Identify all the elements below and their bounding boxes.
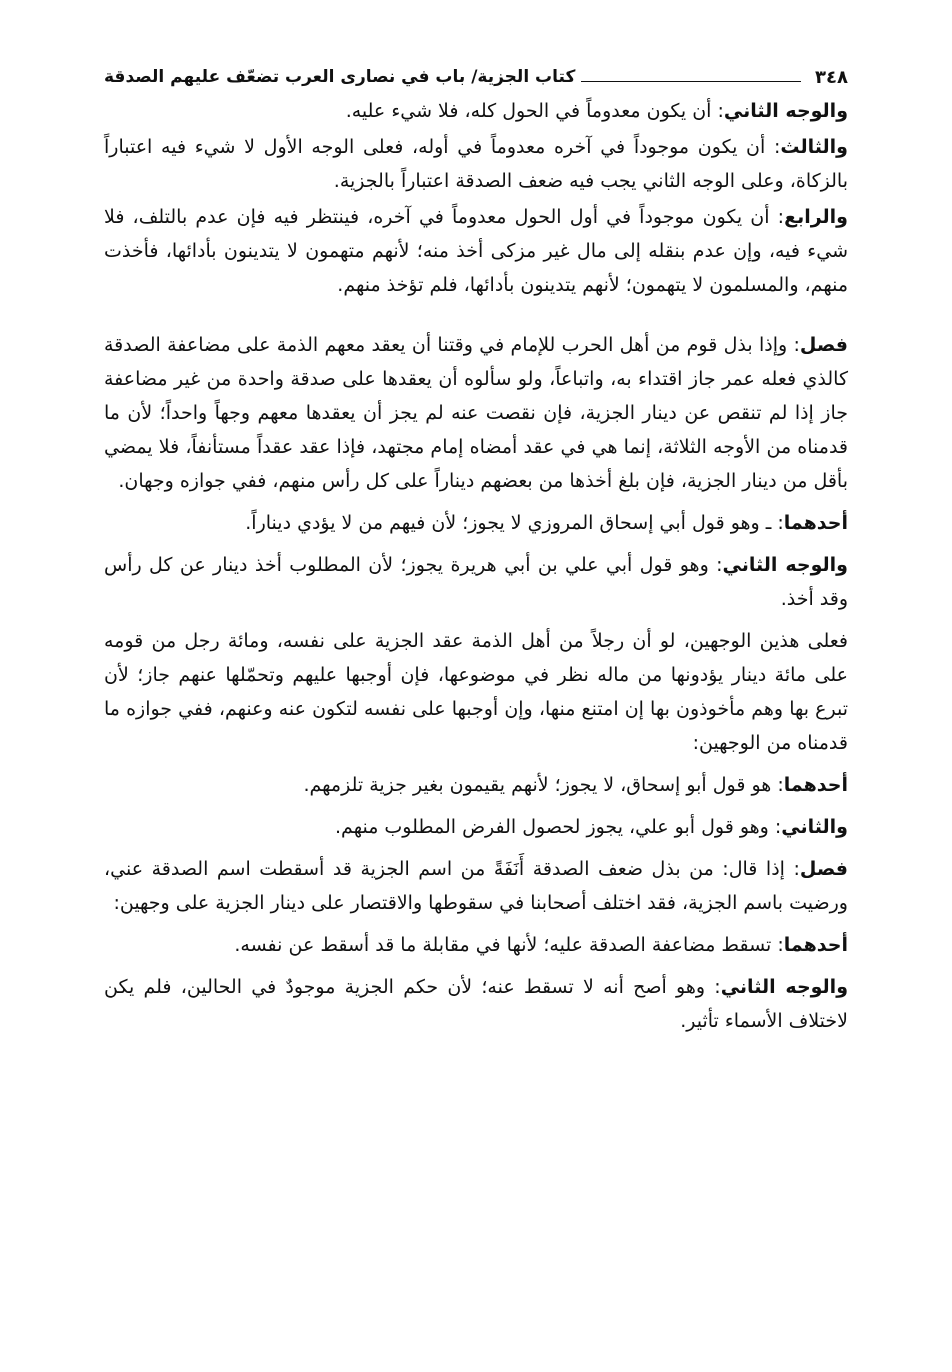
paragraph <box>104 130 848 198</box>
paragraph-lead: والوجه الثاني <box>723 100 848 122</box>
paragraph <box>104 624 848 760</box>
paragraph-text: : إذا قال: من بذل ضعف الصدقة أَنَفَةً من اسم الجزية قد أسقطت اسم الصدقة عني، ورضيت باسم الجزية، فقد اختلف أصحابنا في سقوطها والاقتصار على دينار الجزية على وجهين: <box>104 858 848 914</box>
paragraph <box>104 200 848 302</box>
paragraph-text: : تسقط مضاعفة الصدقة عليه؛ لأنها في مقابلة ما قد أسقط عن نفسه. <box>234 934 784 956</box>
page-body <box>104 94 848 1038</box>
paragraph-text: : أن يكون موجوداً في آخره معدوماً في أوله، فعلى الوجه الأول لا شيء فيه اعتباراً بالزكاة، وعلى الوجه الثاني يجب فيه ضعف الصدقة اعتباراً بالجزية. <box>104 136 848 192</box>
paragraph-lead: والوجه الثاني <box>720 976 849 998</box>
paragraph <box>104 852 848 920</box>
paragraph-text: : أن يكون موجوداً في أول الحول معدوماً في آخره، فينتظر فيه فإن عدم بالتلف، فلا شيء فيه، وإن عدم بنقله إلى مال غير مزكى أخذ منه؛ لأنهم متهمون لا يتدينون بأدائها، فأخذت منهم، والمسلمون لا يتهمون؛ لأنهم يتدينون بأدائها، فلم تؤخذ منهم. <box>104 206 848 296</box>
header-rule <box>581 81 801 82</box>
paragraph-text: فعلى هذين الوجهين، لو أن رجلاً من أهل الذمة عقد الجزية على نفسه، ومائة رجل من قومه على مائة دينار يؤدونها من ماله نظر في موضوعها، فإن أوجبها عليهم وتحمّلها عنهم جاز؛ لأن تبرع بها وهم مأخوذون بها إن امتنع منها، وإن أوجبها على نفسه لتكون عنه وعنهم، ففي جوازه ما قدمناه من الوجهين: <box>104 630 848 754</box>
paragraph <box>104 928 848 962</box>
page-number: ٣٤٨ <box>815 66 848 88</box>
paragraph <box>104 548 848 616</box>
paragraph-lead: والوجه الثاني <box>722 554 848 576</box>
paragraph-lead: فصل <box>799 858 848 880</box>
paragraph <box>104 94 848 128</box>
paragraph-text: : وإذا بذل قوم من أهل الحرب للإمام في وقتنا أن يعقد معهم الذمة على مضاعفة الصدقة كالذي فعله عمر جاز اقتداء به، واتباعاً، ولو سألوه أن يعقدها على صدقة واحدة من غير مضاعفة جاز إذا لم تنقص عن دينار الجزية، فإن نقصت عنه لم يجز أن يعقدها معهم وجهاً واحداً؛ لأن ما قدمناه من الأوجه الثلاثة، إنما هي في عقد أمضاه إمام مجتهد، فإذا عقد عقداً مستأنفاً، فلا يمضي بأقل من دينار الجزية، فإن بلغ أخذها من بعضهم ديناراً على كل رأس منهم، ففي جوازه وجهان. <box>104 334 848 492</box>
paragraph-lead: أحدهما <box>783 774 848 796</box>
paragraph-text: : ـ وهو قول أبي إسحاق المروزي لا يجوز؛ لأن فيهم من لا يؤدي ديناراً. <box>245 512 784 534</box>
running-title: كتاب الجزية/ باب في نصارى العرب تضعّف عليهم الصدقة <box>104 67 576 87</box>
paragraph-lead: أحدهما <box>783 512 848 534</box>
paragraph <box>104 768 848 802</box>
paragraph-lead: أحدهما <box>783 934 848 956</box>
paragraph-text: : وهو قول أبي علي بن أبي هريرة يجوز؛ لأن المطلوب أخذ دينار عن كل رأس وقد أخذ. <box>104 554 848 610</box>
paragraph-lead: والرابع <box>784 206 848 228</box>
book-page <box>104 60 848 1046</box>
paragraph-text: : وهو قول أبو علي، يجوز لحصول الفرض المطلوب منهم. <box>335 816 782 838</box>
paragraph-lead: والثالث <box>780 136 848 158</box>
paragraph <box>104 970 848 1038</box>
paragraph-lead: والثاني <box>781 816 848 838</box>
paragraph <box>104 810 848 844</box>
paragraph <box>104 506 848 540</box>
page-header <box>104 60 848 94</box>
paragraph-text: : وهو أصح أنه لا تسقط عنه؛ لأن حكم الجزية موجودٌ في الحالين، فلم يكن لاختلاف الأسماء تأثير. <box>104 976 848 1032</box>
paragraph-text: : أن يكون معدوماً في الحول كله، فلا شيء عليه. <box>345 100 724 122</box>
paragraph-text: : هو قول أبو إسحاق، لا يجوز؛ لأنهم يقيمون بغير جزية تلزمهم. <box>303 774 784 796</box>
paragraph-lead: فصل <box>799 334 848 356</box>
paragraph <box>104 328 848 498</box>
